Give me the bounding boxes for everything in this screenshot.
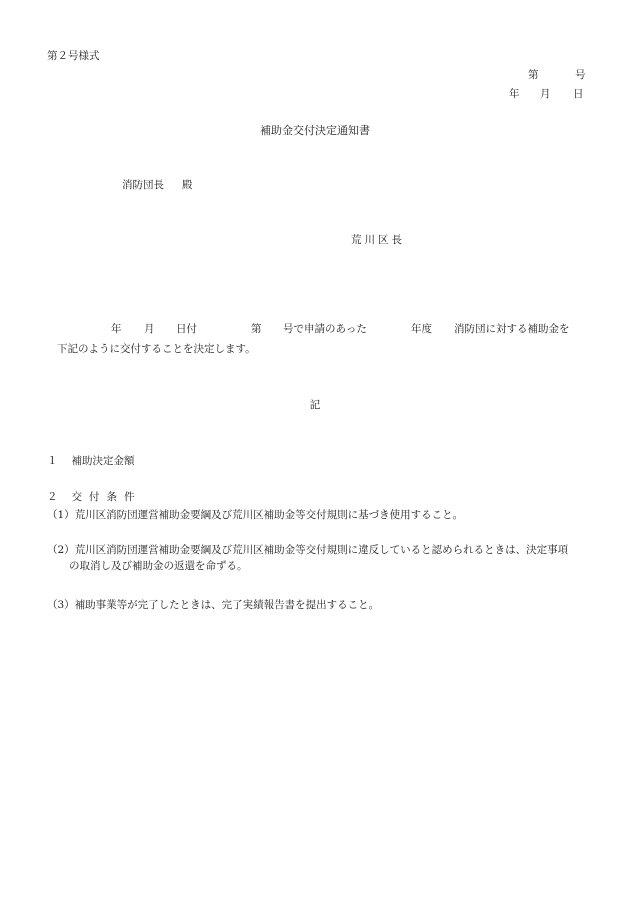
ki-heading: 記 [309,399,321,411]
condition-1 [47,508,607,524]
condition-2 [47,543,607,575]
condition-number: （3） [47,599,75,611]
section-label: 補助決定金額 [71,455,135,467]
condition-text-continuation: の取消し及び補助金の返還を命ずる。 [69,559,248,572]
condition-number: （2） [47,544,75,556]
condition-number: （1） [47,509,75,521]
reference-suffix: 号 [575,69,586,81]
body-month: 月 [144,323,155,335]
date-month: 月 [540,88,551,100]
body-number-suffix: 号で申請のあった [283,323,367,335]
body-year: 年 [111,323,122,335]
body-line-2: 下記のように交付することを決定します。 [57,343,256,355]
sender: 荒川区長 [351,234,405,246]
body-line1-rest: 消防団に対する補助金を [454,323,570,335]
date-day: 日 [573,88,584,100]
addressee [122,178,193,194]
condition-text: 荒川区消防団運営補助金要綱及び荒川区補助金等交付規則に違反していると認められるときは、決定事項 [74,544,569,556]
condition-3 [47,598,607,614]
condition-text: 荒川区消防団運営補助金要綱及び荒川区補助金等交付規則に基づき使用すること。 [74,509,464,521]
date-year: 年 [509,88,520,100]
section-label: 交付条件 [71,491,142,503]
body-number-prefix: 第 [251,323,262,335]
addressee-name: 消防団長 [122,179,164,191]
section-number: ２ [47,491,58,503]
section-number: １ [47,455,58,467]
body-fiscal-year: 年度 [411,323,432,335]
section-2 [47,490,142,506]
form-number: 第２号様式 [47,50,100,62]
document-title: 補助金交付決定通知書 [260,124,370,137]
condition-text: 補助事業等が完了したときは、完了実績報告書を提出すること。 [74,599,380,611]
section-1 [47,454,135,470]
reference-prefix: 第 [528,69,539,81]
body-dated: 日付 [176,323,197,335]
addressee-honorific: 殿 [182,179,193,191]
